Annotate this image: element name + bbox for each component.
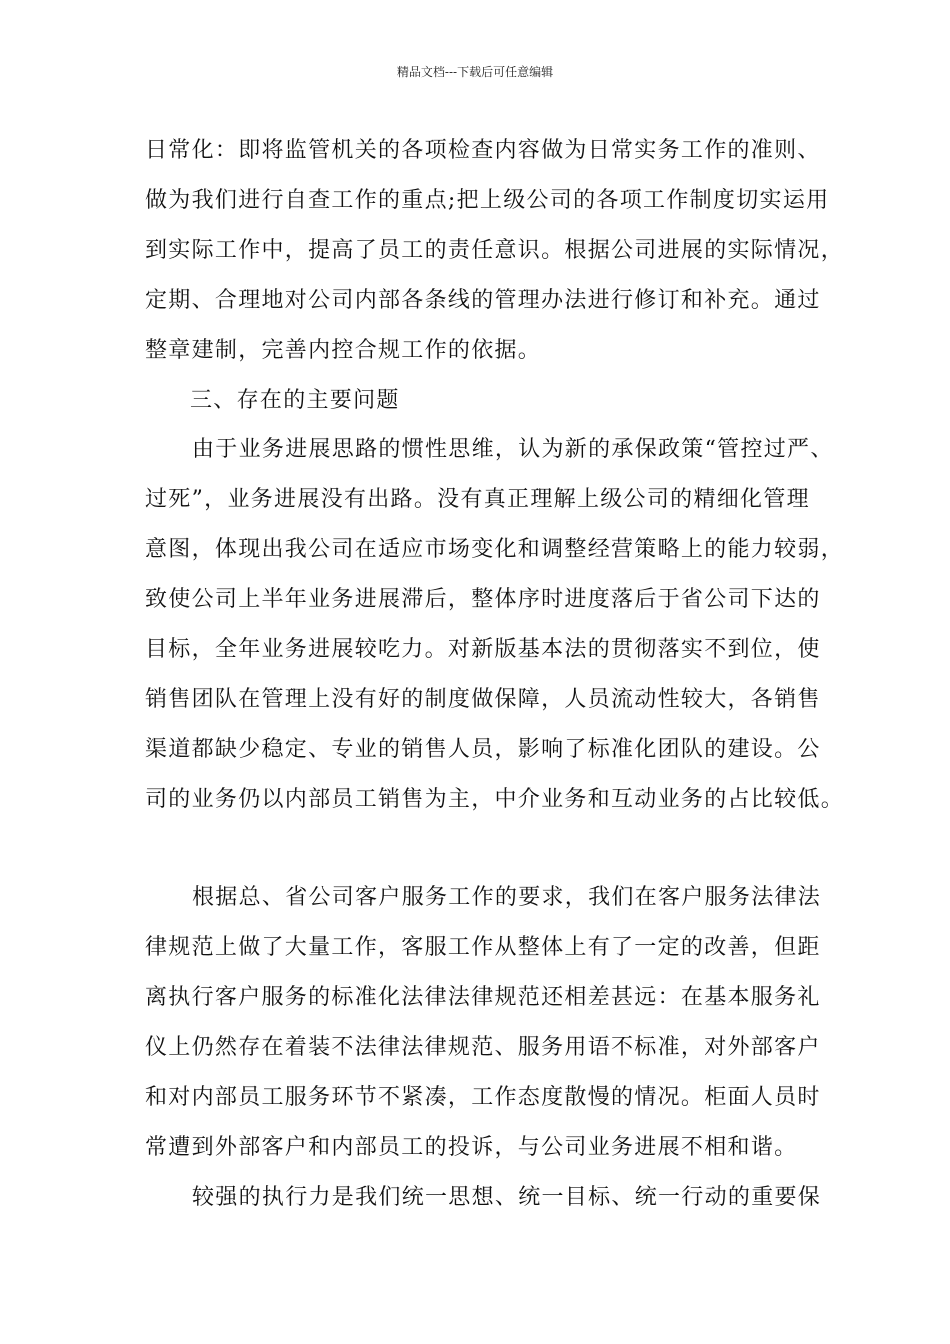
text-line: 做为我们进行自查工作的重点;把上级公司的各项工作制度切实运用: [145, 188, 830, 213]
text-line: 由于业务进展思路的惯性思维，认为新的承保政策“管控过严、: [192, 437, 834, 462]
text-line: 销售团队在管理上没有好的制度做保障，人员流动性较大，各销售: [145, 687, 821, 712]
text-line: 离执行客户服务的标准化法律法律规范还相差甚远：在基本服务礼: [145, 985, 821, 1010]
text-line: 致使公司上半年业务进展滞后，整体序时进度落后于省公司下达的: [145, 587, 821, 612]
text-line: 定期、合理地对公司内部各条线的管理办法进行修订和补充。通过: [145, 288, 821, 313]
text-line: 意图，体现出我公司在适应市场变化和调整经营策略上的能力较弱，: [145, 537, 845, 562]
page-header: 精品文档---下载后可任意编辑: [396, 65, 554, 79]
text-line: 律规范上做了大量工作，客服工作从整体上有了一定的改善，但距: [145, 935, 821, 960]
text-line: 日常化：即将监管机关的各项检查内容做为日常实务工作的准则、: [145, 138, 821, 163]
text-line: 常遭到外部客户和内部员工的投诉，与公司业务进展不相和谐。: [145, 1135, 798, 1160]
text-line: 司的业务仍以内部员工销售为主，中介业务和互动业务的占比较低。: [145, 787, 845, 812]
text-line: 目标，全年业务进展较吃力。对新版基本法的贯彻落实不到位，使: [145, 637, 821, 662]
text-line: 渠道都缺少稳定、专业的销售人员，影响了标准化团队的建设。公: [145, 737, 821, 762]
text-line: 较强的执行力是我们统一思想、统一目标、统一行动的重要保: [192, 1185, 822, 1210]
section-heading: 三、存在的主要问题: [190, 388, 400, 413]
text-line: 和对内部员工服务环节不紧凑，工作态度散慢的情况。柜面人员时: [145, 1085, 821, 1110]
text-line: 根据总、省公司客户服务工作的要求，我们在客户服务法律法: [192, 885, 822, 910]
text-line: 过死”，业务进展没有出路。没有真正理解上级公司的精细化管理: [145, 487, 810, 512]
text-line: 到实际工作中，提高了员工的责任意识。根据公司进展的实际情况，: [145, 238, 845, 263]
text-line: 仪上仍然存在着装不法律法律规范、服务用语不标准，对外部客户: [145, 1035, 821, 1060]
text-line: 整章建制，完善内控合规工作的依据。: [145, 338, 542, 363]
